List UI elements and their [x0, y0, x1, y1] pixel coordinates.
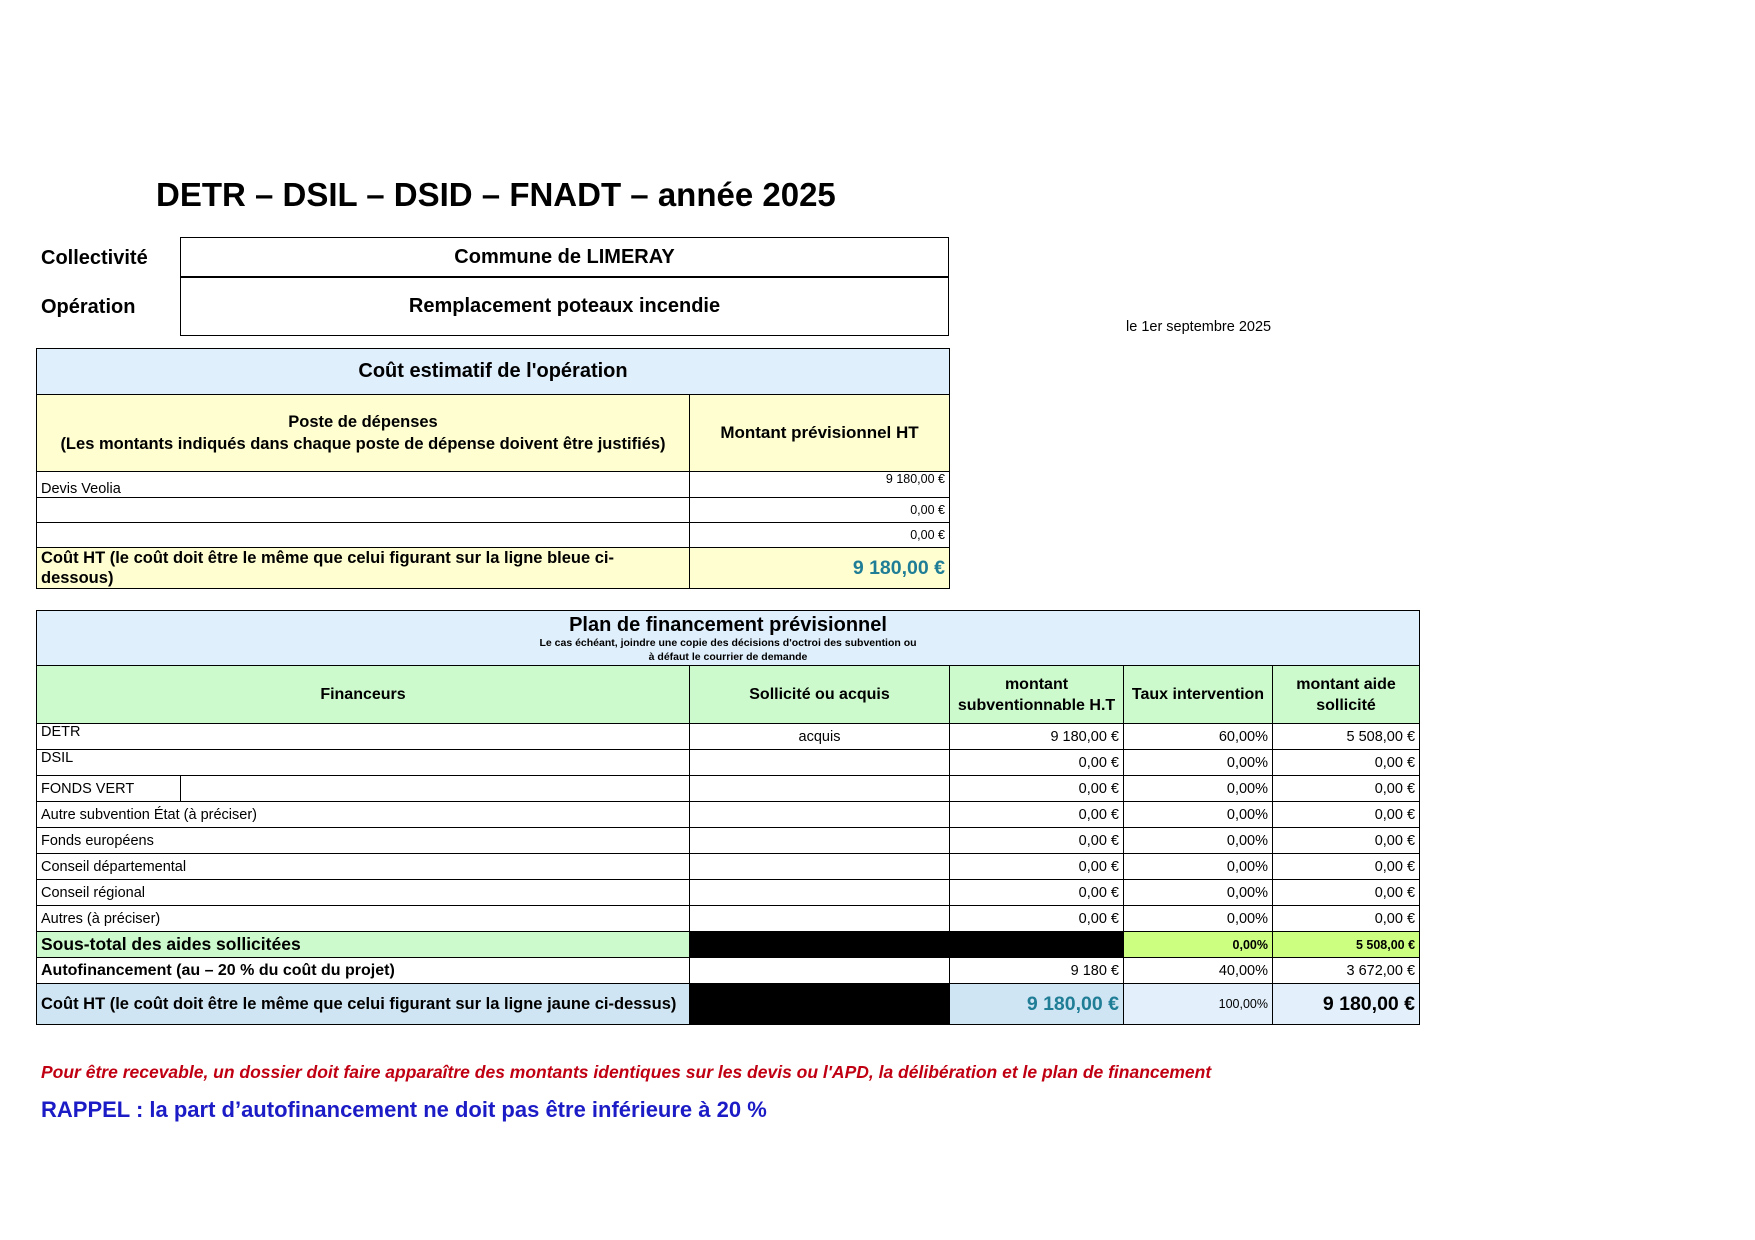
- operation-value: Remplacement poteaux incendie: [180, 276, 949, 336]
- cost-table: [36, 348, 950, 589]
- financeur-taux: 0,00%: [1124, 854, 1273, 880]
- subtotal-taux: 0,00%: [1124, 932, 1273, 958]
- financeur-status: acquis: [690, 724, 950, 750]
- financeur-montant: 0,00 €: [950, 906, 1124, 932]
- financeur-taux: 0,00%: [1124, 906, 1273, 932]
- financeur-status: [690, 906, 950, 932]
- financeur-aide: 0,00 €: [1273, 802, 1420, 828]
- table-row: [37, 724, 1420, 750]
- page-title: DETR – DSIL – DSID – FNADT – année 2025: [156, 176, 836, 213]
- autofinancement-montant: 9 180 €: [950, 958, 1124, 984]
- financeur-montant: 0,00 €: [950, 776, 1124, 802]
- financeur-montant: 0,00 €: [950, 880, 1124, 906]
- cost-row-label: [37, 498, 690, 523]
- col-montant-previsionnel: Montant prévisionnel HT: [690, 395, 950, 472]
- financeur-label: Conseil départemental: [37, 854, 690, 880]
- autofinancement-status: [690, 958, 950, 984]
- financeur-taux: 0,00%: [1124, 828, 1273, 854]
- financeur-aide: 0,00 €: [1273, 828, 1420, 854]
- financeur-aide: 0,00 €: [1273, 854, 1420, 880]
- financeur-status: [690, 880, 950, 906]
- autofinancement-reminder: RAPPEL : la part d’autofinancement ne doit pas être inférieure à 20 %: [41, 1097, 767, 1122]
- table-row: [37, 498, 950, 523]
- cost-row-label: [37, 523, 690, 548]
- table-row: [37, 750, 1420, 776]
- autofinancement-label: Autofinancement (au – 20 % du coût du projet): [37, 958, 690, 984]
- col-poste-depenses: Poste de dépenses (Les montants indiqués dans chaque poste de dépense doivent être justifiés): [37, 395, 690, 472]
- autofinancement-aide: 3 672,00 €: [1273, 958, 1420, 984]
- total-blackout: [690, 984, 950, 1025]
- financeur-aide: 0,00 €: [1273, 776, 1420, 802]
- plan-title-cell: [37, 611, 1420, 666]
- financeur-label: DSIL: [37, 750, 690, 776]
- financeur-montant: 9 180,00 €: [950, 724, 1124, 750]
- col-financeurs: Financeurs: [37, 666, 690, 724]
- financeur-aide: 0,00 €: [1273, 906, 1420, 932]
- financeur-status: [690, 854, 950, 880]
- table-row: [37, 880, 1420, 906]
- fonds-vert-detail: [181, 776, 690, 802]
- table-row: [37, 828, 1420, 854]
- total-label: Coût HT (le coût doit être le même que celui figurant sur la ligne jaune ci-dessus): [37, 984, 690, 1025]
- plan-subtitle-1: Le cas échéant, joindre une copie des décisions d'octroi des subvention ou: [539, 637, 917, 649]
- financeur-taux: 0,00%: [1124, 880, 1273, 906]
- col-taux: Taux intervention: [1124, 666, 1273, 724]
- financeur-taux: 0,00%: [1124, 776, 1273, 802]
- financeur-montant: 0,00 €: [950, 854, 1124, 880]
- table-row: [37, 472, 950, 498]
- col-montant-subventionnable: montant subventionnable H.T: [950, 666, 1124, 724]
- financeur-montant: 0,00 €: [950, 750, 1124, 776]
- total-row: [37, 984, 1420, 1025]
- subtotal-label: Sous-total des aides sollicitées: [37, 932, 690, 958]
- subtotal-aide: 5 508,00 €: [1273, 932, 1420, 958]
- financeur-taux: 0,00%: [1124, 750, 1273, 776]
- table-row: [37, 523, 950, 548]
- financeur-label: FONDS VERT: [37, 776, 181, 802]
- table-row: [37, 776, 1420, 802]
- total-aide: 9 180,00 €: [1273, 984, 1420, 1025]
- financeur-taux: 0,00%: [1124, 802, 1273, 828]
- financeur-montant: 0,00 €: [950, 828, 1124, 854]
- cost-table-title: Coût estimatif de l'opération: [37, 349, 950, 395]
- col-montant-aide: montant aide sollicité: [1273, 666, 1420, 724]
- subtotal-blackout: [690, 932, 1124, 958]
- financeur-aide: 0,00 €: [1273, 750, 1420, 776]
- financing-plan-table: [36, 610, 1420, 1025]
- autofinancement-row: [37, 958, 1420, 984]
- financeur-status: [690, 750, 950, 776]
- collectivite-label: Collectivité: [41, 247, 148, 269]
- table-row: [37, 802, 1420, 828]
- total-taux: 100,00%: [1124, 984, 1273, 1025]
- cost-row-amount: 9 180,00 €: [690, 472, 950, 498]
- cost-total-value: 9 180,00 €: [690, 548, 950, 589]
- financeur-status: [690, 802, 950, 828]
- plan-title: Plan de financement prévisionnel: [569, 614, 887, 636]
- collectivite-value: Commune de LIMERAY: [180, 237, 949, 278]
- financeur-montant: 0,00 €: [950, 802, 1124, 828]
- financeur-label: Conseil régional: [37, 880, 690, 906]
- financeur-label: Autres (à préciser): [37, 906, 690, 932]
- cost-row-amount: 0,00 €: [690, 498, 950, 523]
- financeur-status: [690, 776, 950, 802]
- autofinancement-taux: 40,00%: [1124, 958, 1273, 984]
- cost-total-label: Coût HT (le coût doit être le même que celui figurant sur la ligne bleue ci-dessous): [37, 548, 690, 589]
- cost-row-label: Devis Veolia: [37, 472, 690, 498]
- table-row: [37, 854, 1420, 880]
- operation-label: Opération: [41, 296, 136, 318]
- financeur-aide: 0,00 €: [1273, 880, 1420, 906]
- recevability-note: Pour être recevable, un dossier doit faire apparaître des montants identiques sur les devis ou l'APD, la délibération et le plan de financement: [41, 1062, 1212, 1082]
- financeur-taux: 60,00%: [1124, 724, 1273, 750]
- financeur-label: Fonds européens: [37, 828, 690, 854]
- financeur-label: DETR: [37, 724, 690, 750]
- plan-subtitle-2: à défaut le courrier de demande: [648, 651, 808, 663]
- cost-row-amount: 0,00 €: [690, 523, 950, 548]
- financeur-status: [690, 828, 950, 854]
- col-sollicite: Sollicité ou acquis: [690, 666, 950, 724]
- subtotal-row: [37, 932, 1420, 958]
- table-row: [37, 906, 1420, 932]
- document-date: le 1er septembre 2025: [1126, 319, 1272, 335]
- total-montant: 9 180,00 €: [950, 984, 1124, 1025]
- financeur-aide: 5 508,00 €: [1273, 724, 1420, 750]
- financeur-label: Autre subvention État (à préciser): [37, 802, 690, 828]
